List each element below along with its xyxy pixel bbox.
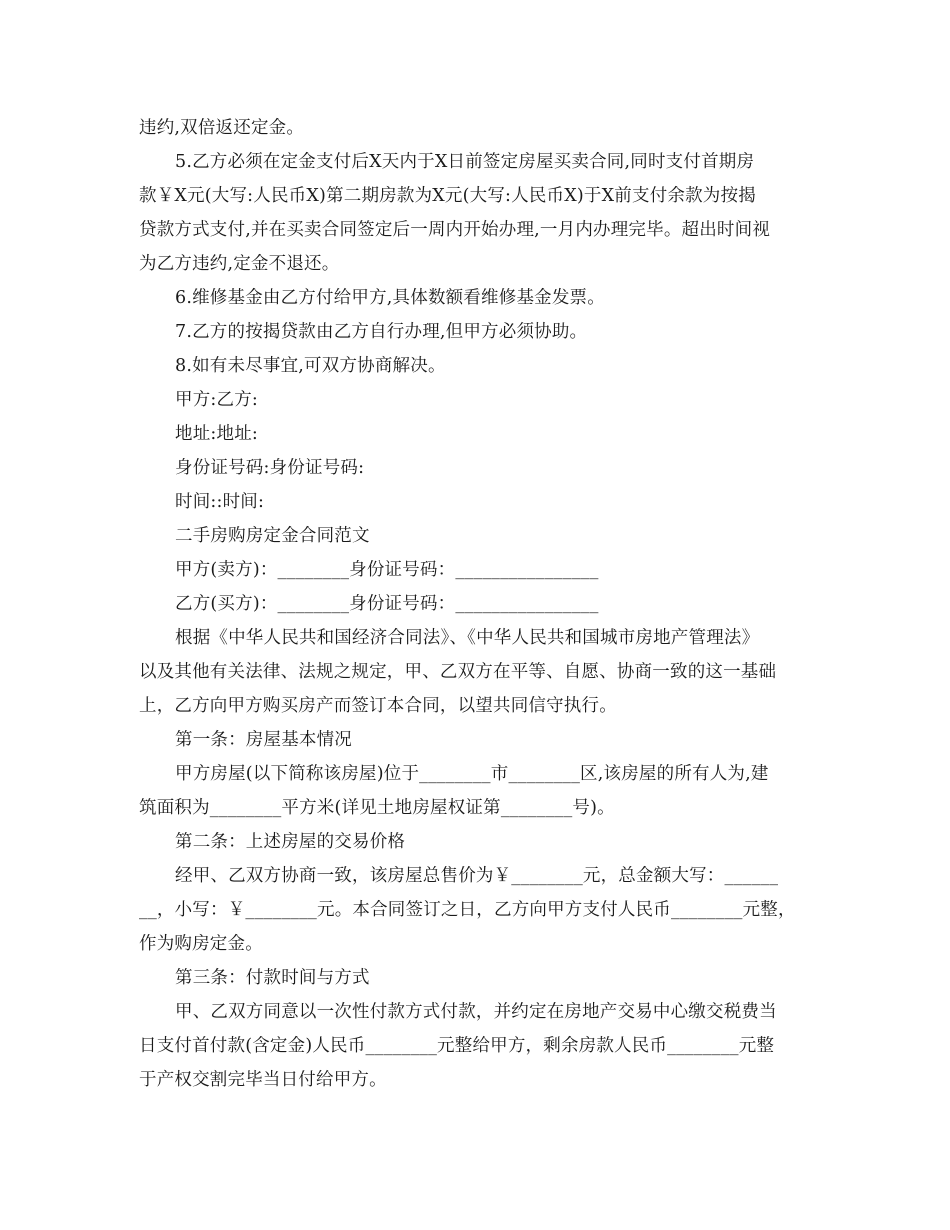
text-line: 款￥X元(大写:人民币X)第二期房款为X元(大写:人民币X)于X前支付余款为按揭 [139,186,756,206]
clause-6-line: 6.维修基金由乙方付给甲方,具体数额看维修基金发票。 [175,288,605,308]
text-line: 根据《中华人民共和国经济合同法》、《中华人民共和国城市房地产管理法》 [175,628,760,648]
text-line: 甲方房屋(以下简称该房屋)位于________市________区,该房屋的所有人为,建 [175,764,769,784]
text-line: 甲、乙双方同意以一次性付款方式付款，并约定在房地产交易中心缴交税费当 [175,1002,777,1022]
seller-line: 甲方(卖方)：________身份证号码：________________ [175,560,599,580]
signature-address-line: 地址:地址: [175,424,258,444]
text-line: 于产权交割完毕当日付给甲方。 [139,1070,387,1090]
text-line: 为乙方违约,定金不退还。 [139,254,340,274]
buyer-line: 乙方(买方)：________身份证号码：________________ [175,594,599,614]
article-3-heading: 第三条：付款时间与方式 [175,968,370,988]
signature-date-line: 时间::时间: [175,492,265,512]
text-line: 贷款方式支付,并在买卖合同签定后一周内开始办理,一月内办理完毕。超出时间视 [139,220,771,240]
article-1-heading: 第一条：房屋基本情况 [175,730,352,750]
signature-id-line: 身份证号码:身份证号码: [175,458,365,478]
text-line: 以及其他有关法律、法规之规定，甲、乙双方在平等、自愿、协商一致的这一基础 [139,662,777,682]
text-line: 筑面积为________平方米(详见土地房屋权证第________号)。 [139,798,615,818]
clause-7-line: 7.乙方的按揭贷款由乙方自行办理,但甲方必须协助。 [175,322,588,342]
text-line: 日支付首付款(含定金)人民币________元整给甲方，剩余房款人民币________元整 [139,1036,775,1056]
text-line: __，小写：￥________元。本合同签订之日，乙方向甲方支付人民币________元整， [139,900,796,920]
text-line: 违约,双倍返还定金。 [139,118,305,138]
article-2-heading: 第二条：上述房屋的交易价格 [175,832,406,852]
text-line: 经甲、乙双方协商一致，该房屋总售价为￥________元，总金额大写：______ [175,866,779,886]
clause-8-line: 8.如有未尽事宜,可双方协商解决。 [175,356,446,376]
signature-party-line: 甲方:乙方: [175,390,258,410]
text-line: 作为购房定金。 [139,934,263,954]
clause-5-line: 5.乙方必须在定金支付后X天内于X日前签定房屋买卖合同,同时支付首期房 [175,152,755,172]
section-title: 二手房购房定金合同范文 [175,526,370,546]
text-line: 上，乙方向甲方购买房产而签订本合同，以望共同信守执行。 [139,696,617,716]
